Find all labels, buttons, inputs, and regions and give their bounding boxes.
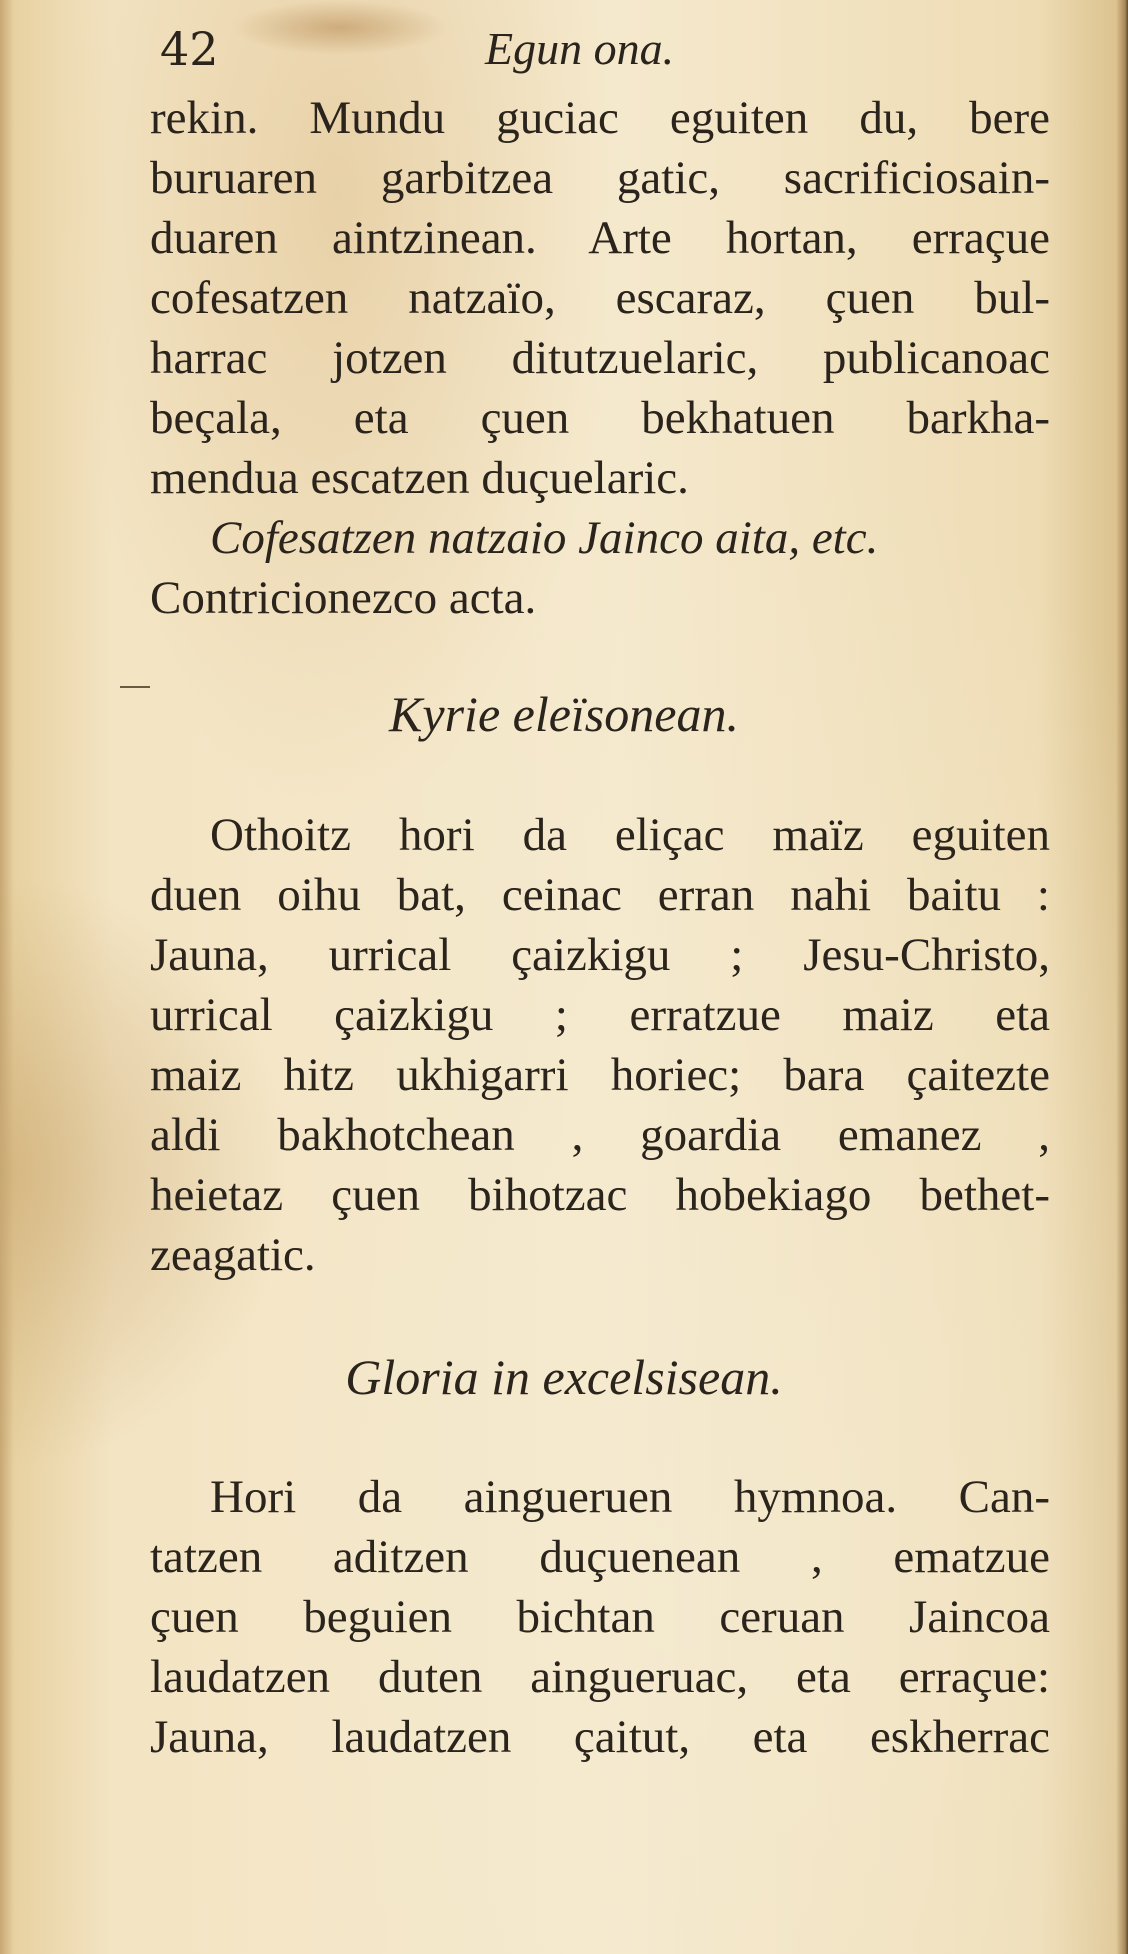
text-line: harrac jotzen ditutzuelaric, publicanoac: [150, 332, 1050, 384]
text-line: Contricionezco acta.: [150, 572, 537, 624]
text-line: cofesatzen natzaïo, escaraz, çuen bul-: [150, 272, 1050, 324]
prayer-reference: Cofesatzen natzaio Jainco aita, etc.: [210, 512, 879, 564]
paragraph-kyrie: [150, 805, 1050, 1285]
text-line: Jauna, urrical çaizkigu ; Jesu-Christo,: [150, 929, 1050, 981]
text-line: Othoitz hori da eliçac maïz eguiten: [210, 809, 1050, 861]
text-line: rekin. Mundu guciac eguiten du, bere: [150, 92, 1050, 144]
page-number: 42: [160, 22, 219, 76]
text-line: Jauna, laudatzen çaitut, eta eskherrac: [150, 1711, 1050, 1763]
text-line: buruaren garbitzea gatic, sacrificiosain-: [150, 152, 1050, 204]
page-left-edge: [0, 0, 14, 1954]
text-line: duaren aintzinean. Arte hortan, erraçue: [150, 212, 1050, 264]
text-line: tatzen aditzen duçuenean , ematzue: [150, 1531, 1050, 1583]
text-line: zeagatic.: [150, 1229, 316, 1281]
text-line: urrical çaizkigu ; erratzue maiz eta: [150, 989, 1050, 1041]
text-line: Hori da aingueruen hymnoa. Can-: [210, 1471, 1050, 1523]
section-heading-kyrie: Kyrie eleïsonean.: [389, 686, 739, 742]
page-header: [160, 22, 1060, 82]
paragraph-gloria: [150, 1467, 1050, 1767]
running-title: Egun ona.: [485, 23, 675, 74]
text-line: aldi bakhotchean , goardia emanez ,: [150, 1109, 1050, 1161]
section-heading-gloria: Gloria in excelsisean.: [345, 1349, 783, 1405]
text-line: duen oihu bat, ceinac erran nahi baitu :: [150, 869, 1050, 921]
text-line: çuen beguien bichtan ceruan Jaincoa: [150, 1591, 1050, 1643]
paragraph-2: [150, 508, 1050, 628]
text-line: mendua escatzen duçuelaric.: [150, 452, 689, 504]
text-line: laudatzen duten ainguеruac, eta erraçue:: [150, 1651, 1050, 1703]
paragraph-1: [150, 88, 1050, 508]
page-right-edge: [1116, 0, 1128, 1954]
text-line: heietaz çuen bihotzac hobekiago bethet-: [150, 1169, 1050, 1221]
text-line: beçala, eta çuen bekhatuen barkha-: [150, 392, 1050, 444]
text-line: maiz hitz ukhigarri horiec; bara çaitezte: [150, 1049, 1050, 1101]
